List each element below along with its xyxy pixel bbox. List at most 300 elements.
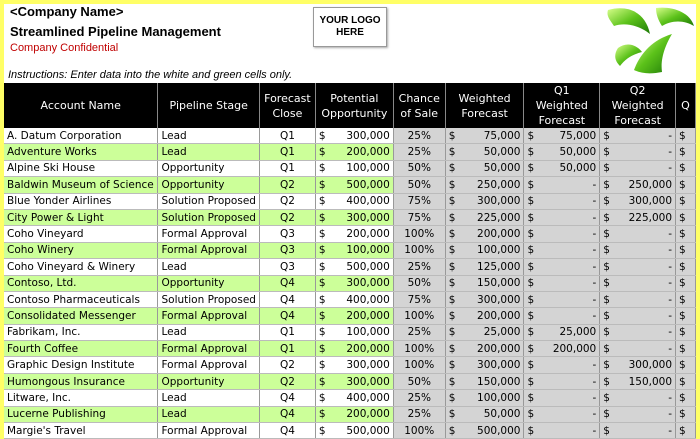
cell-q2-weighted bbox=[600, 324, 676, 340]
currency-symbol: $ bbox=[527, 146, 535, 159]
amount-value: 250,000 bbox=[477, 178, 521, 191]
cell-pipeline-stage[interactable]: Lead bbox=[158, 259, 259, 275]
cell-pipeline-stage[interactable]: Formal Approval bbox=[158, 357, 259, 373]
currency-symbol: $ bbox=[448, 391, 456, 404]
amount-value: 50,000 bbox=[559, 162, 597, 175]
amount-value: 50,000 bbox=[483, 162, 521, 175]
currency-symbol: $ bbox=[603, 146, 610, 159]
cell-forecast-close[interactable]: Q1 bbox=[259, 341, 315, 357]
amount-value: 400,000 bbox=[346, 391, 390, 404]
cell-q1-weighted bbox=[524, 144, 600, 160]
cell-potential-opportunity[interactable] bbox=[315, 275, 393, 291]
cell-forecast-close[interactable]: Q2 bbox=[259, 209, 315, 225]
spreadsheet-window bbox=[4, 4, 696, 437]
cell-q2-weighted bbox=[600, 177, 676, 193]
cell-chance-of-sale: 25% bbox=[393, 390, 445, 406]
amount-value: - bbox=[592, 359, 597, 372]
amount-value: - bbox=[668, 342, 673, 355]
cell-chance-of-sale: 100% bbox=[393, 341, 445, 357]
currency-symbol: $ bbox=[603, 408, 610, 421]
amount-value: - bbox=[592, 195, 597, 208]
currency-symbol: $ bbox=[527, 129, 535, 142]
currency-symbol: $ bbox=[603, 342, 610, 355]
currency-symbol: $ bbox=[448, 146, 456, 159]
cell-weighted-forecast bbox=[445, 406, 524, 422]
currency-symbol: $ bbox=[448, 162, 456, 175]
amount-value: 300,000 bbox=[346, 129, 390, 142]
amount-value: 225,000 bbox=[477, 211, 521, 224]
cell-pipeline-stage[interactable]: Lead bbox=[158, 390, 259, 406]
cell-pipeline-stage[interactable]: Opportunity bbox=[158, 160, 259, 176]
amount-value: 200,000 bbox=[346, 342, 390, 355]
currency-symbol: $ bbox=[527, 293, 535, 306]
cell-q-truncated: $ bbox=[676, 275, 696, 291]
cell-q-truncated: $ bbox=[676, 291, 696, 307]
cell-q2-weighted bbox=[600, 209, 676, 225]
cell-q2-weighted bbox=[600, 406, 676, 422]
currency-symbol: $ bbox=[318, 293, 326, 306]
cell-chance-of-sale: 100% bbox=[393, 423, 445, 439]
cell-chance-of-sale: 75% bbox=[393, 193, 445, 209]
cell-q2-weighted bbox=[600, 390, 676, 406]
cell-q1-weighted bbox=[524, 308, 600, 324]
col-pipeline-stage[interactable]: Pipeline Stage bbox=[158, 83, 259, 128]
amount-value: 100,000 bbox=[477, 391, 521, 404]
cell-weighted-forecast bbox=[445, 291, 524, 307]
cell-q-truncated: $ bbox=[676, 160, 696, 176]
currency-symbol: $ bbox=[527, 228, 535, 241]
cell-account-name[interactable]: Coho Winery bbox=[4, 242, 158, 258]
cell-forecast-close[interactable]: Q2 bbox=[259, 373, 315, 389]
cell-weighted-forecast bbox=[445, 324, 524, 340]
cell-account-name[interactable]: A. Datum Corporation bbox=[4, 128, 158, 144]
amount-value: - bbox=[668, 162, 673, 175]
currency-symbol: $ bbox=[448, 211, 456, 224]
amount-value: - bbox=[592, 228, 597, 241]
currency-symbol: $ bbox=[318, 277, 326, 290]
cell-forecast-close[interactable]: Q1 bbox=[259, 324, 315, 340]
currency-symbol: $ bbox=[603, 228, 610, 241]
cell-pipeline-stage[interactable]: Lead bbox=[158, 324, 259, 340]
cell-chance-of-sale: 100% bbox=[393, 357, 445, 373]
currency-symbol: $ bbox=[448, 277, 456, 290]
cell-q2-weighted bbox=[600, 242, 676, 258]
amount-value: - bbox=[592, 375, 597, 388]
cell-chance-of-sale: 50% bbox=[393, 373, 445, 389]
cell-forecast-close[interactable]: Q4 bbox=[259, 423, 315, 439]
amount-value: 300,000 bbox=[346, 375, 390, 388]
cell-weighted-forecast bbox=[445, 373, 524, 389]
currency-symbol: $ bbox=[448, 260, 456, 273]
currency-symbol: $ bbox=[448, 424, 456, 437]
currency-symbol: $ bbox=[318, 309, 326, 322]
amount-value: - bbox=[668, 309, 673, 322]
currency-symbol: $ bbox=[527, 309, 535, 322]
amount-value: - bbox=[668, 260, 673, 273]
cell-account-name[interactable]: Contoso, Ltd. bbox=[4, 275, 158, 291]
cell-pipeline-stage[interactable]: Solution Proposed bbox=[158, 209, 259, 225]
currency-symbol: $ bbox=[448, 293, 456, 306]
col-potential-opportunity[interactable]: Potential Opportunity bbox=[315, 83, 393, 128]
currency-symbol: $ bbox=[603, 178, 610, 191]
amount-value: - bbox=[592, 277, 597, 290]
table-row bbox=[4, 291, 696, 307]
cell-forecast-close[interactable]: Q1 bbox=[259, 144, 315, 160]
amount-value: - bbox=[668, 129, 673, 142]
cell-pipeline-stage[interactable]: Solution Proposed bbox=[158, 193, 259, 209]
currency-symbol: $ bbox=[318, 391, 326, 404]
amount-value: - bbox=[668, 146, 673, 159]
cell-q1-weighted bbox=[524, 275, 600, 291]
cell-pipeline-stage[interactable]: Formal Approval bbox=[158, 341, 259, 357]
cell-potential-opportunity[interactable] bbox=[315, 128, 393, 144]
col-account-name[interactable]: Account Name bbox=[4, 83, 158, 128]
currency-symbol: $ bbox=[318, 408, 326, 421]
cell-potential-opportunity[interactable] bbox=[315, 226, 393, 242]
currency-symbol: $ bbox=[318, 162, 326, 175]
cell-q1-weighted bbox=[524, 259, 600, 275]
cell-pipeline-stage[interactable]: Solution Proposed bbox=[158, 291, 259, 307]
amount-value: 400,000 bbox=[346, 293, 390, 306]
currency-symbol: $ bbox=[527, 178, 535, 191]
cell-q2-weighted bbox=[600, 423, 676, 439]
table-row bbox=[4, 226, 696, 242]
amount-value: - bbox=[592, 424, 597, 437]
amount-value: 300,000 bbox=[477, 359, 521, 372]
cell-q1-weighted bbox=[524, 291, 600, 307]
cell-potential-opportunity[interactable] bbox=[315, 291, 393, 307]
cell-account-name[interactable]: Coho Vineyard & Winery bbox=[4, 259, 158, 275]
currency-symbol: $ bbox=[603, 162, 610, 175]
table-row bbox=[4, 275, 696, 291]
amount-value: 200,000 bbox=[477, 309, 521, 322]
company-name[interactable]: <Company Name> bbox=[10, 4, 124, 19]
cell-q1-weighted bbox=[524, 177, 600, 193]
cell-weighted-forecast bbox=[445, 357, 524, 373]
pipeline-table bbox=[4, 83, 696, 439]
amount-value: 250,000 bbox=[628, 178, 673, 191]
amount-value: 125,000 bbox=[477, 260, 521, 273]
currency-symbol: $ bbox=[448, 129, 456, 142]
cell-weighted-forecast bbox=[445, 242, 524, 258]
amount-value: - bbox=[592, 260, 597, 273]
cell-account-name[interactable]: Alpine Ski House bbox=[4, 160, 158, 176]
currency-symbol: $ bbox=[448, 228, 456, 241]
cell-q-truncated: $ bbox=[676, 308, 696, 324]
cell-potential-opportunity[interactable] bbox=[315, 177, 393, 193]
cell-account-name[interactable]: Humongous Insurance bbox=[4, 373, 158, 389]
amount-value: - bbox=[592, 391, 597, 404]
cell-account-name[interactable]: Blue Yonder Airlines bbox=[4, 193, 158, 209]
instructions-text: Instructions: Enter data into the white and green cells only. bbox=[8, 69, 293, 81]
cell-account-name[interactable]: Fourth Coffee bbox=[4, 341, 158, 357]
cell-chance-of-sale: 50% bbox=[393, 160, 445, 176]
col-chance-of-sale[interactable]: Chance of Sale bbox=[393, 83, 445, 128]
table-row bbox=[4, 209, 696, 225]
cell-account-name[interactable]: Fabrikam, Inc. bbox=[4, 324, 158, 340]
table-row bbox=[4, 373, 696, 389]
cell-q-truncated: $ bbox=[676, 259, 696, 275]
cell-chance-of-sale: 100% bbox=[393, 226, 445, 242]
col-weighted-forecast[interactable]: Weighted Forecast bbox=[445, 83, 524, 128]
amount-value: 200,000 bbox=[346, 309, 390, 322]
cell-pipeline-stage[interactable]: Formal Approval bbox=[158, 308, 259, 324]
cell-pipeline-stage[interactable]: Formal Approval bbox=[158, 226, 259, 242]
table-row bbox=[4, 308, 696, 324]
page-title: Streamlined Pipeline Management bbox=[10, 24, 221, 39]
cell-q2-weighted bbox=[600, 160, 676, 176]
table-body bbox=[4, 128, 696, 439]
currency-symbol: $ bbox=[603, 424, 610, 437]
amount-value: 500,000 bbox=[346, 178, 390, 191]
currency-symbol: $ bbox=[527, 391, 535, 404]
cell-potential-opportunity[interactable] bbox=[315, 259, 393, 275]
cell-potential-opportunity[interactable] bbox=[315, 373, 393, 389]
cell-weighted-forecast bbox=[445, 226, 524, 242]
cell-potential-opportunity[interactable] bbox=[315, 341, 393, 357]
cell-forecast-close[interactable]: Q4 bbox=[259, 275, 315, 291]
cell-q-truncated: $ bbox=[676, 341, 696, 357]
table-row bbox=[4, 390, 696, 406]
amount-value: 75,000 bbox=[559, 129, 597, 142]
currency-symbol: $ bbox=[603, 260, 610, 273]
table-row bbox=[4, 259, 696, 275]
amount-value: 200,000 bbox=[477, 228, 521, 241]
cell-q2-weighted bbox=[600, 275, 676, 291]
cell-account-name[interactable]: Baldwin Museum of Science bbox=[4, 177, 158, 193]
currency-symbol: $ bbox=[318, 244, 326, 257]
cell-q1-weighted bbox=[524, 357, 600, 373]
cell-q-truncated: $ bbox=[676, 226, 696, 242]
cell-q1-weighted bbox=[524, 209, 600, 225]
table-row bbox=[4, 177, 696, 193]
cell-q1-weighted bbox=[524, 324, 600, 340]
cell-account-name[interactable]: Margie's Travel bbox=[4, 423, 158, 439]
cell-q1-weighted bbox=[524, 341, 600, 357]
logo-placeholder[interactable]: YOUR LOGO HERE bbox=[313, 7, 387, 47]
currency-symbol: $ bbox=[603, 359, 610, 372]
cell-q1-weighted bbox=[524, 423, 600, 439]
cell-chance-of-sale: 75% bbox=[393, 291, 445, 307]
cell-q2-weighted bbox=[600, 308, 676, 324]
cell-account-name[interactable]: Lucerne Publishing bbox=[4, 406, 158, 422]
amount-value: 300,000 bbox=[346, 211, 390, 224]
currency-symbol: $ bbox=[448, 342, 456, 355]
cell-q-truncated: $ bbox=[676, 324, 696, 340]
cell-pipeline-stage[interactable]: Lead bbox=[158, 406, 259, 422]
amount-value: - bbox=[668, 277, 673, 290]
currency-symbol: $ bbox=[603, 129, 610, 142]
cell-q2-weighted bbox=[600, 357, 676, 373]
cell-q1-weighted bbox=[524, 128, 600, 144]
cell-q-truncated: $ bbox=[676, 177, 696, 193]
amount-value: - bbox=[668, 408, 673, 421]
currency-symbol: $ bbox=[448, 195, 456, 208]
cell-account-name[interactable]: Coho Vineyard bbox=[4, 226, 158, 242]
amount-value: 200,000 bbox=[477, 342, 521, 355]
cell-forecast-close[interactable]: Q4 bbox=[259, 291, 315, 307]
currency-symbol: $ bbox=[603, 309, 610, 322]
cell-potential-opportunity[interactable] bbox=[315, 406, 393, 422]
cell-potential-opportunity[interactable] bbox=[315, 209, 393, 225]
cell-pipeline-stage[interactable]: Opportunity bbox=[158, 373, 259, 389]
cell-q-truncated: $ bbox=[676, 406, 696, 422]
currency-symbol: $ bbox=[318, 195, 326, 208]
amount-value: 200,000 bbox=[346, 408, 390, 421]
cell-forecast-close[interactable]: Q4 bbox=[259, 406, 315, 422]
cell-weighted-forecast bbox=[445, 193, 524, 209]
cell-forecast-close[interactable]: Q3 bbox=[259, 259, 315, 275]
table-row bbox=[4, 357, 696, 373]
currency-symbol: $ bbox=[448, 309, 456, 322]
cell-account-name[interactable]: Contoso Pharmaceuticals bbox=[4, 291, 158, 307]
amount-value: 75,000 bbox=[483, 129, 521, 142]
cell-forecast-close[interactable]: Q2 bbox=[259, 357, 315, 373]
cell-pipeline-stage[interactable]: Formal Approval bbox=[158, 423, 259, 439]
table-row bbox=[4, 242, 696, 258]
cell-potential-opportunity[interactable] bbox=[315, 324, 393, 340]
cell-pipeline-stage[interactable]: Lead bbox=[158, 144, 259, 160]
cell-chance-of-sale: 25% bbox=[393, 144, 445, 160]
currency-symbol: $ bbox=[318, 375, 326, 388]
currency-symbol: $ bbox=[527, 244, 535, 257]
currency-symbol: $ bbox=[603, 375, 610, 388]
cell-potential-opportunity[interactable] bbox=[315, 390, 393, 406]
amount-value: 300,000 bbox=[628, 195, 673, 208]
col-forecast-close[interactable]: Forecast Close bbox=[259, 83, 315, 128]
cell-weighted-forecast bbox=[445, 423, 524, 439]
cell-chance-of-sale: 25% bbox=[393, 324, 445, 340]
currency-symbol: $ bbox=[318, 146, 326, 159]
currency-symbol: $ bbox=[527, 162, 535, 175]
amount-value: 200,000 bbox=[346, 228, 390, 241]
cell-potential-opportunity[interactable] bbox=[315, 423, 393, 439]
cell-q-truncated: $ bbox=[676, 357, 696, 373]
currency-symbol: $ bbox=[603, 391, 610, 404]
amount-value: 25,000 bbox=[483, 326, 521, 339]
amount-value: 100,000 bbox=[477, 244, 521, 257]
cell-potential-opportunity[interactable] bbox=[315, 160, 393, 176]
cell-q-truncated: $ bbox=[676, 144, 696, 160]
amount-value: 150,000 bbox=[477, 277, 521, 290]
header-row bbox=[4, 83, 696, 128]
cell-account-name[interactable]: Graphic Design Institute bbox=[4, 357, 158, 373]
cell-forecast-close[interactable]: Q2 bbox=[259, 193, 315, 209]
amount-value: 225,000 bbox=[628, 211, 673, 224]
cell-q1-weighted bbox=[524, 373, 600, 389]
cell-weighted-forecast bbox=[445, 308, 524, 324]
cell-q-truncated: $ bbox=[676, 128, 696, 144]
cell-q1-weighted bbox=[524, 390, 600, 406]
cell-pipeline-stage[interactable]: Lead bbox=[158, 128, 259, 144]
amount-value: 25,000 bbox=[559, 326, 597, 339]
cell-potential-opportunity[interactable] bbox=[315, 193, 393, 209]
cell-weighted-forecast bbox=[445, 390, 524, 406]
currency-symbol: $ bbox=[603, 195, 610, 208]
cell-weighted-forecast bbox=[445, 259, 524, 275]
cell-weighted-forecast bbox=[445, 144, 524, 160]
currency-symbol: $ bbox=[603, 277, 610, 290]
amount-value: - bbox=[668, 293, 673, 306]
amount-value: 150,000 bbox=[628, 375, 673, 388]
amount-value: 200,000 bbox=[552, 342, 597, 355]
sheet-header bbox=[4, 4, 696, 86]
currency-symbol: $ bbox=[318, 342, 326, 355]
currency-symbol: $ bbox=[527, 424, 535, 437]
cell-forecast-close[interactable]: Q1 bbox=[259, 128, 315, 144]
col-q2-weighted-forecast[interactable]: Q2 Weighted Forecast bbox=[600, 83, 676, 128]
cell-chance-of-sale: 50% bbox=[393, 275, 445, 291]
cell-q1-weighted bbox=[524, 242, 600, 258]
cell-account-name[interactable]: Litware, Inc. bbox=[4, 390, 158, 406]
amount-value: - bbox=[592, 293, 597, 306]
cell-forecast-close[interactable]: Q4 bbox=[259, 308, 315, 324]
cell-q-truncated: $ bbox=[676, 373, 696, 389]
amount-value: 50,000 bbox=[483, 408, 521, 421]
currency-symbol: $ bbox=[318, 260, 326, 273]
currency-symbol: $ bbox=[318, 129, 326, 142]
cell-forecast-close[interactable]: Q3 bbox=[259, 226, 315, 242]
cell-potential-opportunity[interactable] bbox=[315, 308, 393, 324]
currency-symbol: $ bbox=[318, 424, 326, 437]
cell-q1-weighted bbox=[524, 160, 600, 176]
cell-pipeline-stage[interactable]: Formal Approval bbox=[158, 242, 259, 258]
amount-value: 300,000 bbox=[628, 359, 673, 372]
confidential-label: Company Confidential bbox=[10, 42, 119, 54]
currency-symbol: $ bbox=[318, 178, 326, 191]
col-q1-weighted-forecast[interactable]: Q1 Weighted Forecast bbox=[524, 83, 600, 128]
cell-pipeline-stage[interactable]: Opportunity bbox=[158, 275, 259, 291]
cell-forecast-close[interactable]: Q1 bbox=[259, 160, 315, 176]
table-row bbox=[4, 341, 696, 357]
cell-account-name[interactable]: Adventure Works bbox=[4, 144, 158, 160]
cell-potential-opportunity[interactable] bbox=[315, 242, 393, 258]
cell-pipeline-stage[interactable]: Opportunity bbox=[158, 177, 259, 193]
cell-q2-weighted bbox=[600, 341, 676, 357]
currency-symbol: $ bbox=[603, 326, 610, 339]
cell-account-name[interactable]: City Power & Light bbox=[4, 209, 158, 225]
cell-weighted-forecast bbox=[445, 128, 524, 144]
amount-value: 100,000 bbox=[346, 326, 390, 339]
cell-forecast-close[interactable]: Q4 bbox=[259, 390, 315, 406]
currency-symbol: $ bbox=[527, 326, 535, 339]
cell-forecast-close[interactable]: Q3 bbox=[259, 242, 315, 258]
cell-account-name[interactable]: Consolidated Messenger bbox=[4, 308, 158, 324]
amount-value: 400,000 bbox=[346, 195, 390, 208]
currency-symbol: $ bbox=[603, 211, 610, 224]
amount-value: 50,000 bbox=[483, 146, 521, 159]
table-row bbox=[4, 406, 696, 422]
currency-symbol: $ bbox=[448, 359, 456, 372]
cell-chance-of-sale: 75% bbox=[393, 209, 445, 225]
table-row bbox=[4, 144, 696, 160]
currency-symbol: $ bbox=[527, 359, 535, 372]
cell-potential-opportunity[interactable] bbox=[315, 357, 393, 373]
cell-potential-opportunity[interactable] bbox=[315, 144, 393, 160]
cell-chance-of-sale: 100% bbox=[393, 242, 445, 258]
cell-q2-weighted bbox=[600, 259, 676, 275]
amount-value: - bbox=[668, 326, 673, 339]
amount-value: 100,000 bbox=[346, 162, 390, 175]
cell-q-truncated: $ bbox=[676, 423, 696, 439]
amount-value: - bbox=[592, 309, 597, 322]
col-q-truncated[interactable]: Q bbox=[676, 83, 696, 128]
amount-value: 500,000 bbox=[346, 260, 390, 273]
cell-forecast-close[interactable]: Q2 bbox=[259, 177, 315, 193]
cell-q2-weighted bbox=[600, 193, 676, 209]
amount-value: - bbox=[592, 408, 597, 421]
currency-symbol: $ bbox=[318, 211, 326, 224]
